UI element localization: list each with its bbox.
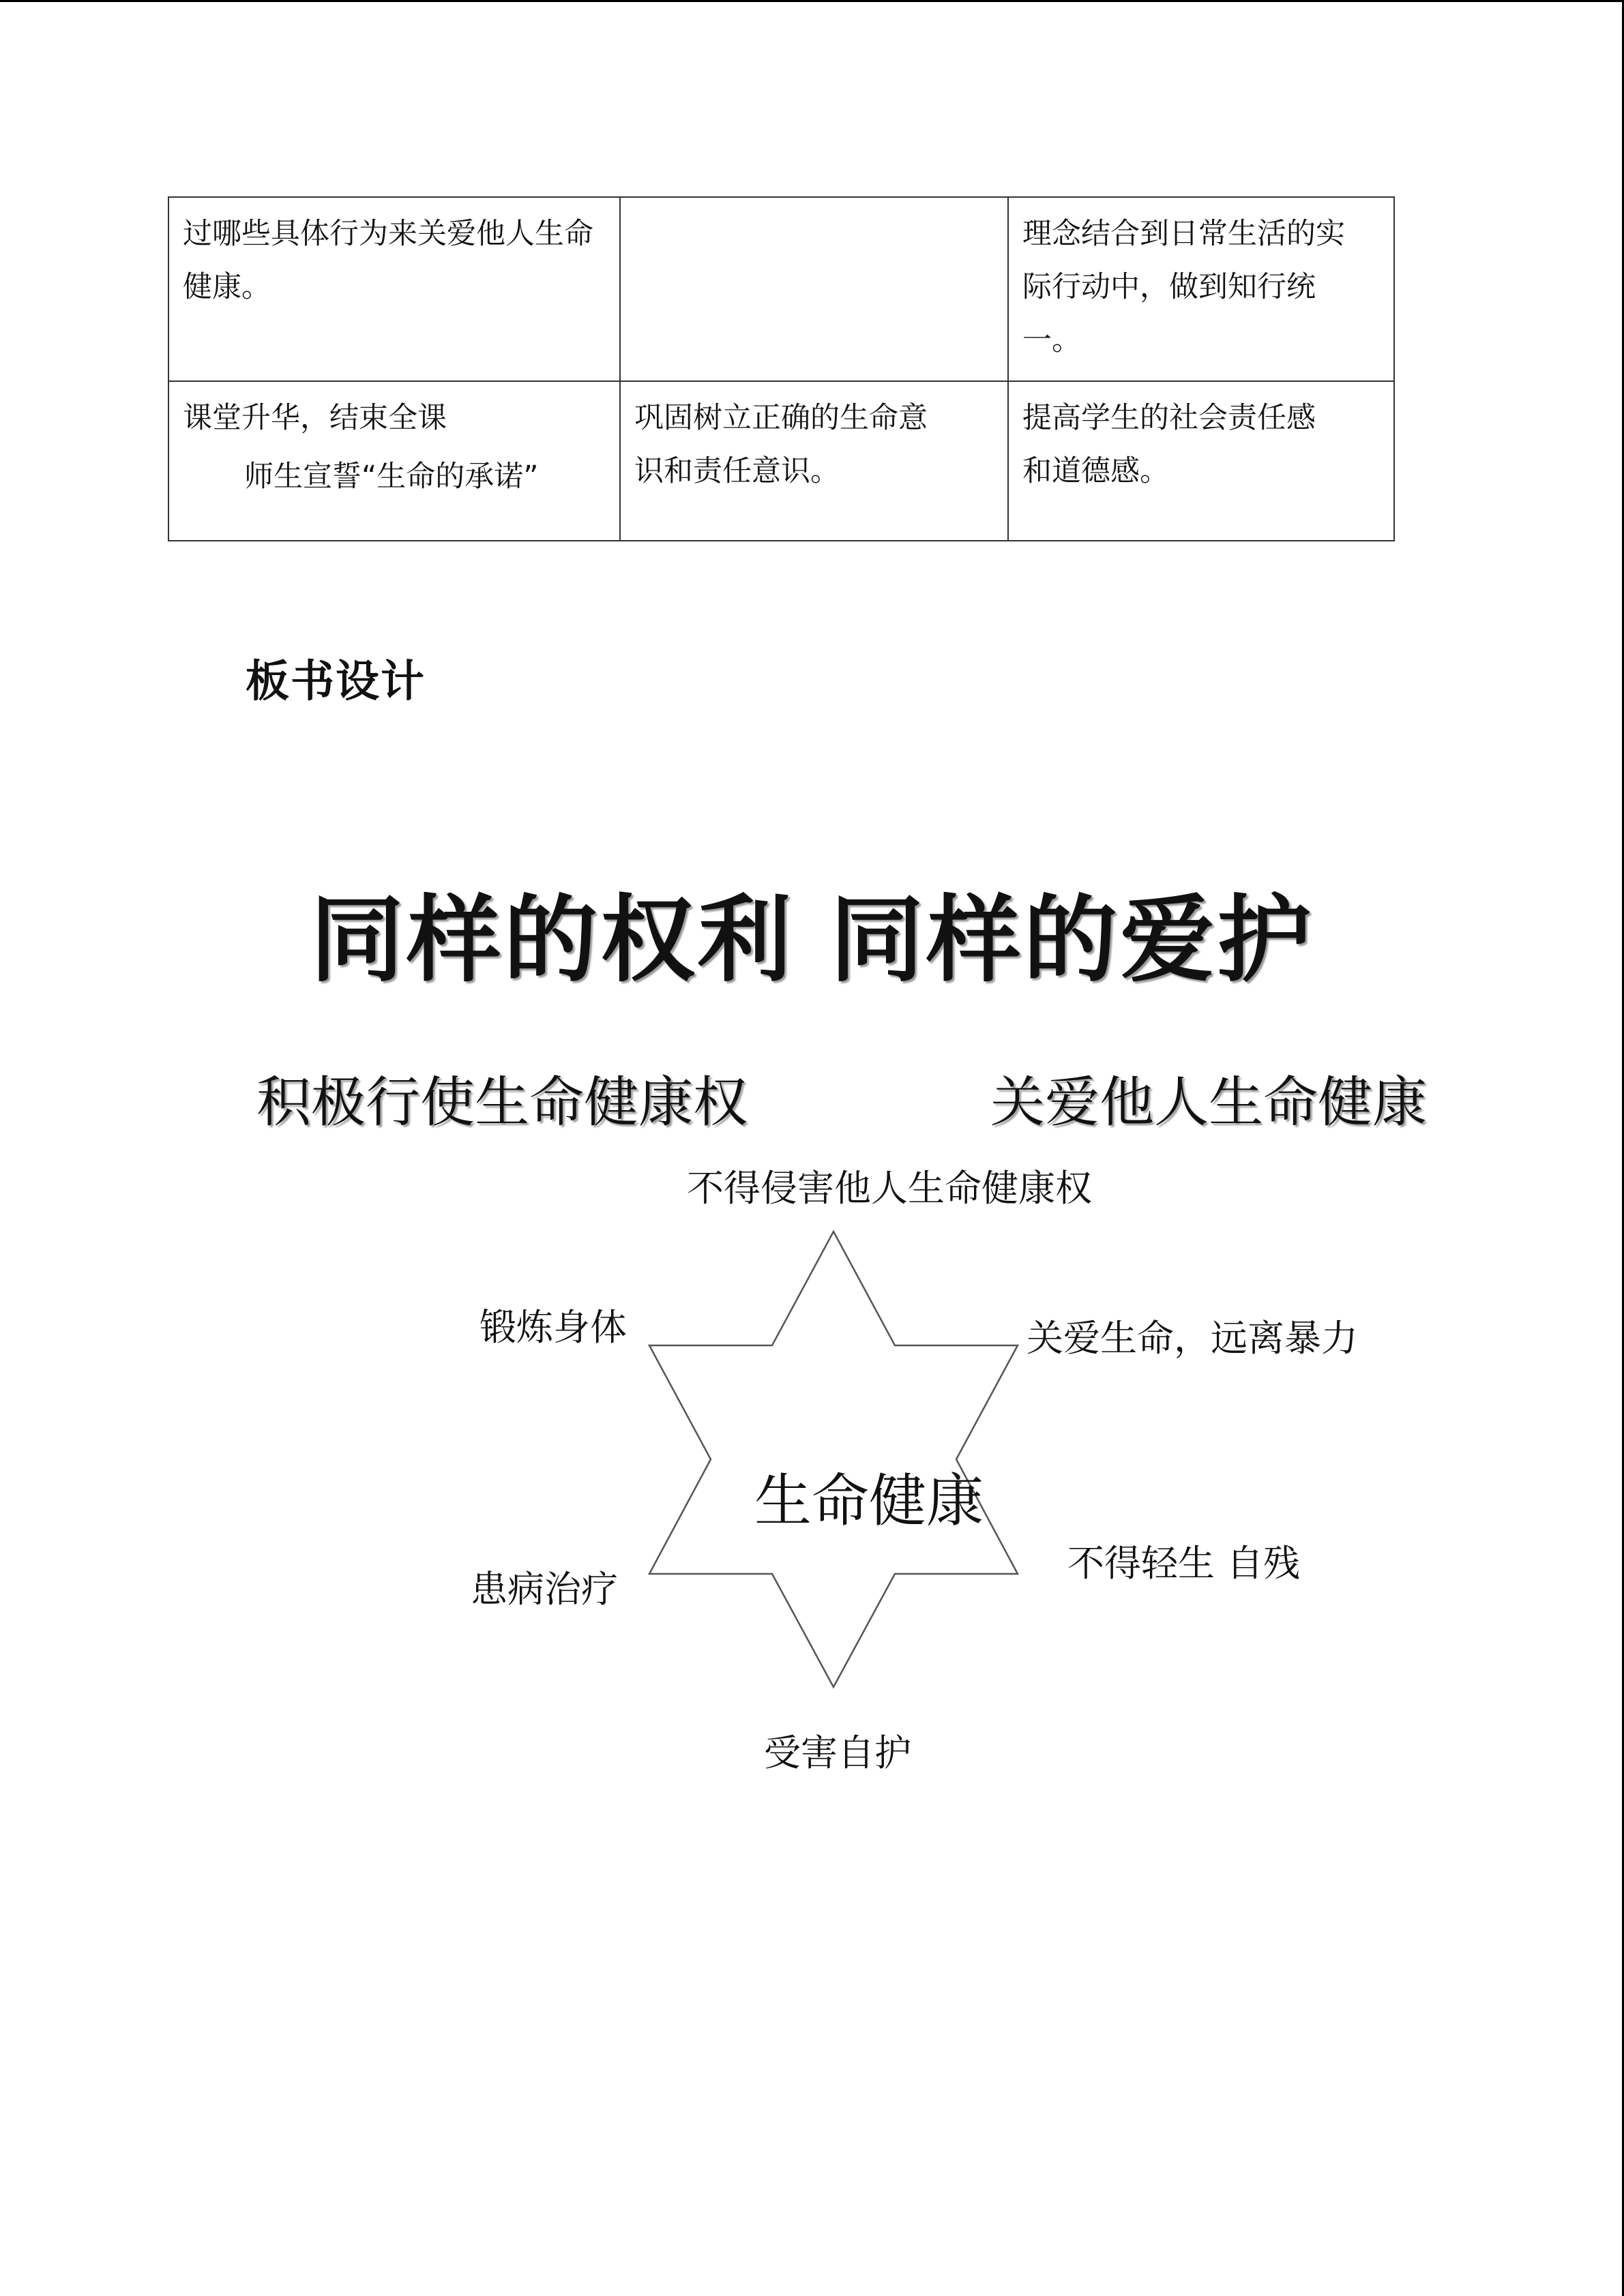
point-lower-left: 患病治疗 (471, 1568, 618, 1611)
table-cell-goal: 理念结合到日常生活的实 际行动中，做到知行统 一。 (1008, 197, 1394, 381)
board-title: 同样的权利 同样的爱护 (310, 885, 1314, 995)
activity-subtext: 师生宣誓“生命的承诺” (244, 460, 539, 494)
star-center-label: 生命健康 (754, 1467, 984, 1534)
table-cell-activity: 过哪些具体行为来关爱他人生命 健康。 (168, 197, 620, 381)
activity-text: 课堂升华，结束全课 (183, 401, 447, 435)
table-cell-purpose: 巩固树立正确的生命意 识和责任意识。 (620, 381, 1008, 541)
point-top: 不得侵害他人生命健康权 (687, 1167, 1092, 1210)
table-cell-goal: 提高学生的社会责任感 和道德感。 (1008, 381, 1394, 541)
point-lower-right: 不得轻生 自残 (1067, 1542, 1301, 1585)
right-heading: 关爱他人生命健康 (990, 1071, 1427, 1134)
point-upper-left: 锻炼身体 (479, 1306, 627, 1349)
point-upper-right: 关爱生命，远离暴力 (1027, 1317, 1358, 1360)
left-heading: 积极行使生命健康权 (256, 1071, 748, 1134)
point-bottom: 受害自护 (764, 1731, 911, 1774)
section-title: 板书设计 (246, 657, 426, 707)
